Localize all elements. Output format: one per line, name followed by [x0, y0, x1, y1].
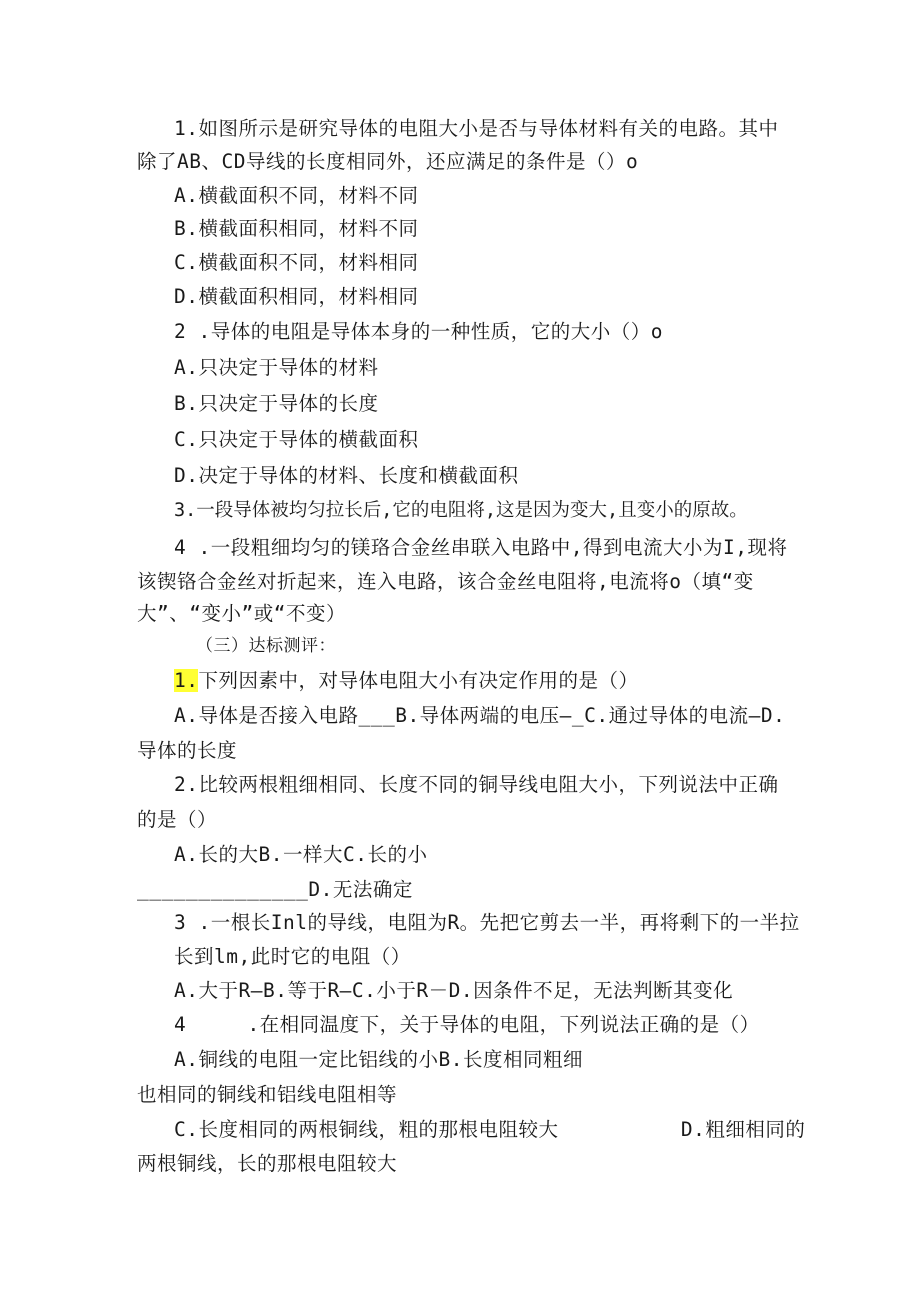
q1-line-1: 1.如图所示是研究导体的电阻大小是否与导体材料有关的电路。其中 — [174, 117, 779, 140]
q1-option-b: B.横截面积相同，材料不同 — [174, 217, 419, 240]
q1-option-a: A.横截面积不同，材料不同 — [174, 184, 419, 207]
t4-line-1: 4 .在相同温度下，关于导体的电阻，下列说法正确的是（） — [174, 1013, 760, 1036]
section-heading: （三）达标测评： — [196, 636, 336, 656]
t2-line-2: 的是（） — [137, 808, 218, 831]
t1-line-1 — [174, 669, 639, 693]
t2-line-1: 2.比较两根粗细相同、长度不同的铜导线电阻大小，下列说法中正确 — [174, 773, 779, 796]
t3-line-2: 长到lm,此时它的电阻（） — [174, 945, 411, 968]
q4-line-3: 大”、“变小”或“不变） — [137, 602, 346, 625]
t3-options: A.大于R—B.等于R—C.小于R－D.因条件不足，无法判断其变化 — [174, 979, 734, 1002]
t4-option-a-line-2: 也相同的铜线和铝线电阻相等 — [137, 1083, 398, 1106]
q3-line-1: 3.一段导体被均匀拉长后,它的电阻将,这是因为变大,且变小的原故。 — [174, 500, 748, 521]
t3-line-1: 3 .一根长Inl的导线，电阻为R。先把它剪去一半，再将剩下的一半拉 — [174, 911, 800, 934]
t1-text: 下列因素中，对导体电阻大小有决定作用的是（） — [198, 669, 639, 692]
q4-line-1: 4 .一段粗细均匀的镁珞合金丝串联入电路中,得到电流大小为I,现将 — [174, 536, 788, 559]
t4-option-a: A.铜线的电阻一定比铝线的小B.长度相同粗细 — [174, 1048, 583, 1071]
t1-number-highlight: 1. — [174, 669, 199, 692]
q1-option-c: C.横截面积不同，材料相同 — [174, 251, 419, 274]
t1-options: A.导体是否接入电路___B.导体两端的电压—_C.通过导体的电流—D. — [174, 704, 786, 727]
q1-line-2: 除了AB、CD导线的长度相同外，还应满足的条件是（）o — [137, 150, 639, 173]
t1-options-line-2: 导体的长度 — [137, 739, 238, 762]
t2-options-line-2: ______________D.无法确定 — [137, 878, 413, 901]
q1-option-d: D.横截面积相同，材料相同 — [174, 285, 419, 308]
q2-option-d: D.决定于导体的材料、长度和横截面积 — [174, 464, 519, 487]
t4-option-c: C.长度相同的两根铜线，粗的那根电阻较大 D.粗细相同的 — [174, 1118, 806, 1141]
q4-line-2: 该锲铬合金丝对折起来，连入电路，该合金丝电阻将,电流将o（填“变 — [137, 570, 754, 593]
t2-options: A.长的大B.一样大C.长的小 — [174, 843, 428, 866]
t4-option-c-line-2: 两根铜线，长的那根电阻较大 — [137, 1152, 398, 1175]
q2-option-b: B.只决定于导体的长度 — [174, 392, 379, 415]
q2-option-c: C.只决定于导体的横截面积 — [174, 428, 419, 451]
q2-option-a: A.只决定于导体的材料 — [174, 356, 379, 379]
q2-line-1: 2 .导体的电阻是导体本身的一种性质，它的大小（）o — [174, 320, 663, 343]
